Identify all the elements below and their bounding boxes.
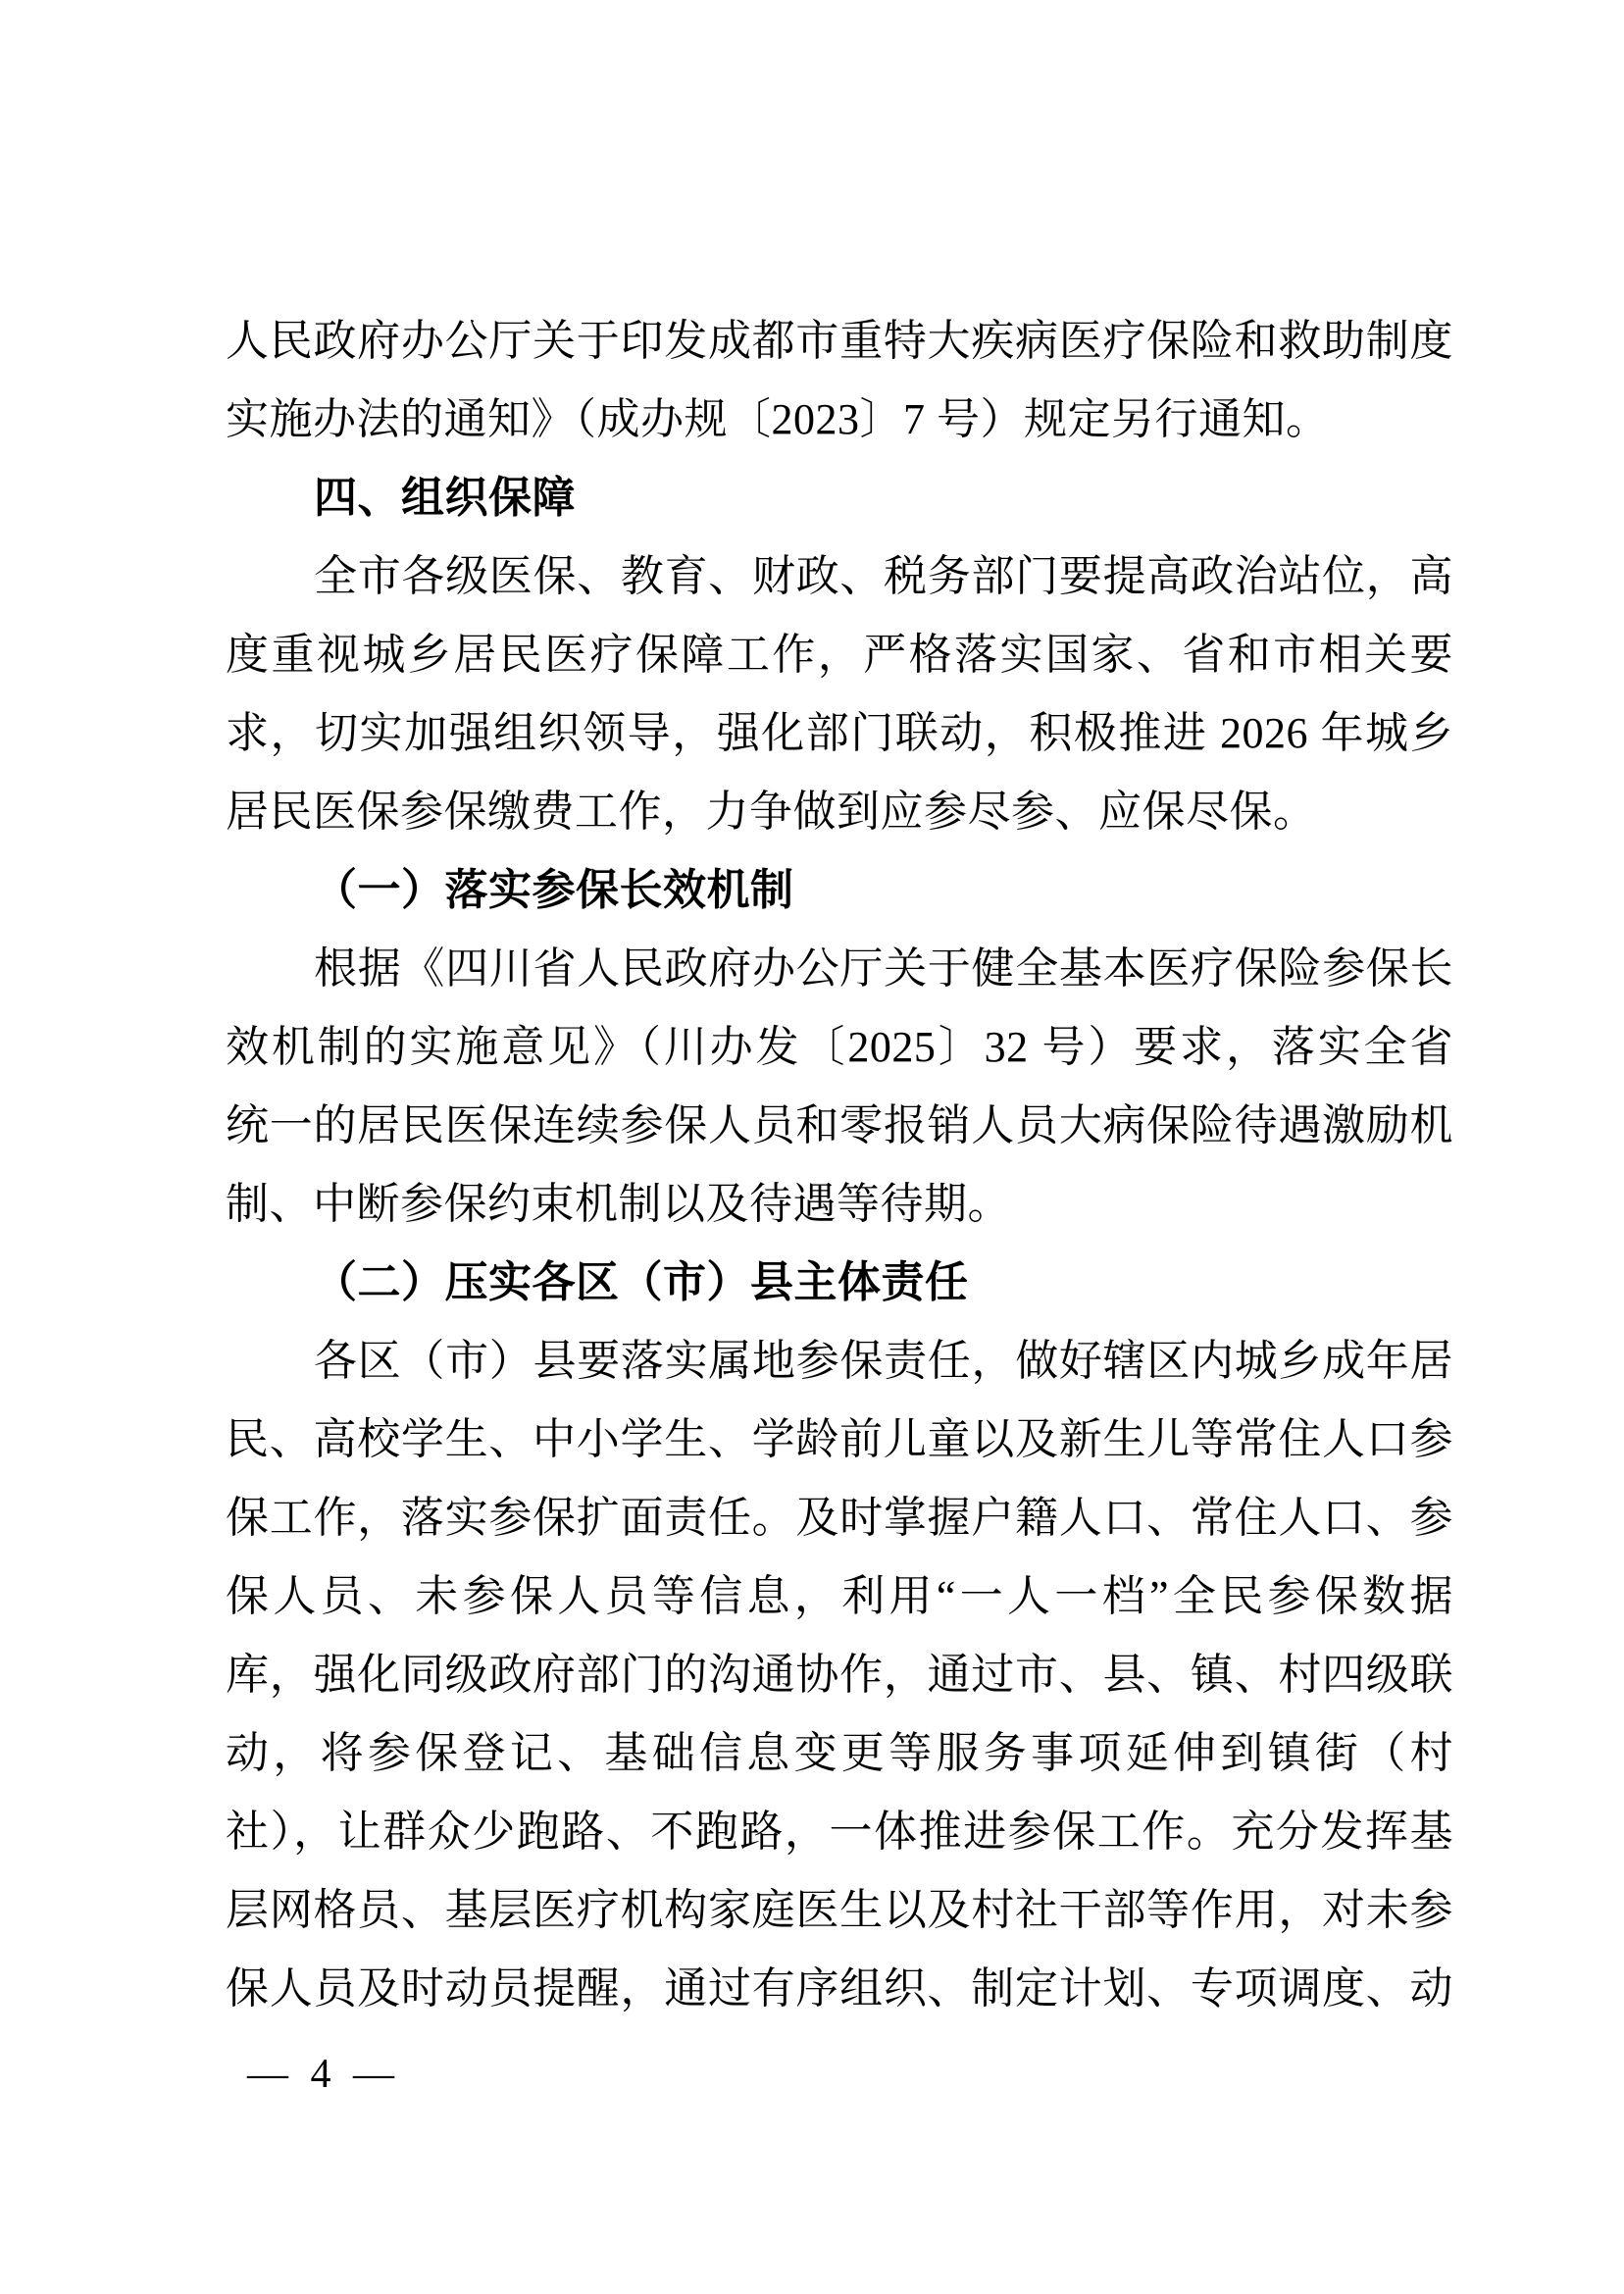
text-line: 动，将参保登记、基础信息变更等服务事项延伸到镇街（村 <box>226 1729 1453 1777</box>
text-line: 统一的居民医保连续参保人员和零报销人员大病保险待遇激励机 <box>226 1101 1453 1149</box>
text-line: 全市各级医保、教育、财政、税务部门要提高政治站位，高 <box>314 552 1453 600</box>
text-line: 库，强化同级政府部门的沟通协作，通过市、县、镇、村四级联 <box>226 1651 1453 1699</box>
text-line: 居民医保参保缴费工作，力争做到应参尽参、应保尽保。 <box>226 788 1317 836</box>
text-line: 保人员、未参保人员等信息，利用“一人一档”全民参保数据 <box>226 1572 1453 1620</box>
section-heading: （二）压实各区（市）县主体责任 <box>314 1258 969 1306</box>
text-line: 保人员及时动员提醒，通过有序组织、制定计划、专项调度、动 <box>226 1964 1453 2013</box>
text-line: 度重视城乡居民医疗保障工作，严格落实国家、省和市相关要 <box>226 631 1453 679</box>
section-heading: 四、组织保障 <box>314 474 576 522</box>
text-line: 效机制的实施意见》（川办发〔2025〕32 号）要求，落实全省 <box>226 1023 1453 1071</box>
section-heading: （一）落实参保长效机制 <box>314 866 794 914</box>
text-line: 各区（市）县要落实属地参保责任，做好辖区内城乡成年居 <box>314 1337 1453 1385</box>
text-line: 实施办法的通知》（成办规〔2023〕7 号）规定另行通知。 <box>226 395 1330 443</box>
text-line: 制、中断参保约束机制以及待遇等待期。 <box>226 1180 1011 1228</box>
text-line: 社），让群众少跑路、不跑路，一体推进参保工作。充分发挥基 <box>226 1808 1453 1856</box>
page-number: — 4 — <box>247 2052 400 2097</box>
text-line: 保工作，落实参保扩面责任。及时掌握户籍人口、常住人口、参 <box>226 1494 1453 1542</box>
text-line: 根据《四川省人民政府办公厅关于健全基本医疗保险参保长 <box>314 944 1453 993</box>
document-body <box>226 302 1453 2028</box>
text-line: 人民政府办公厅关于印发成都市重特大疾病医疗保险和救助制度 <box>226 317 1453 365</box>
text-line: 求，切实加强组织领导，强化部门联动，积极推进 2026 年城乡 <box>226 709 1453 757</box>
text-line: 层网格员、基层医疗机构家庭医生以及村社干部等作用，对未参 <box>226 1886 1453 1934</box>
text-line: 民、高校学生、中小学生、学龄前儿童以及新生儿等常住人口参 <box>226 1415 1453 1463</box>
